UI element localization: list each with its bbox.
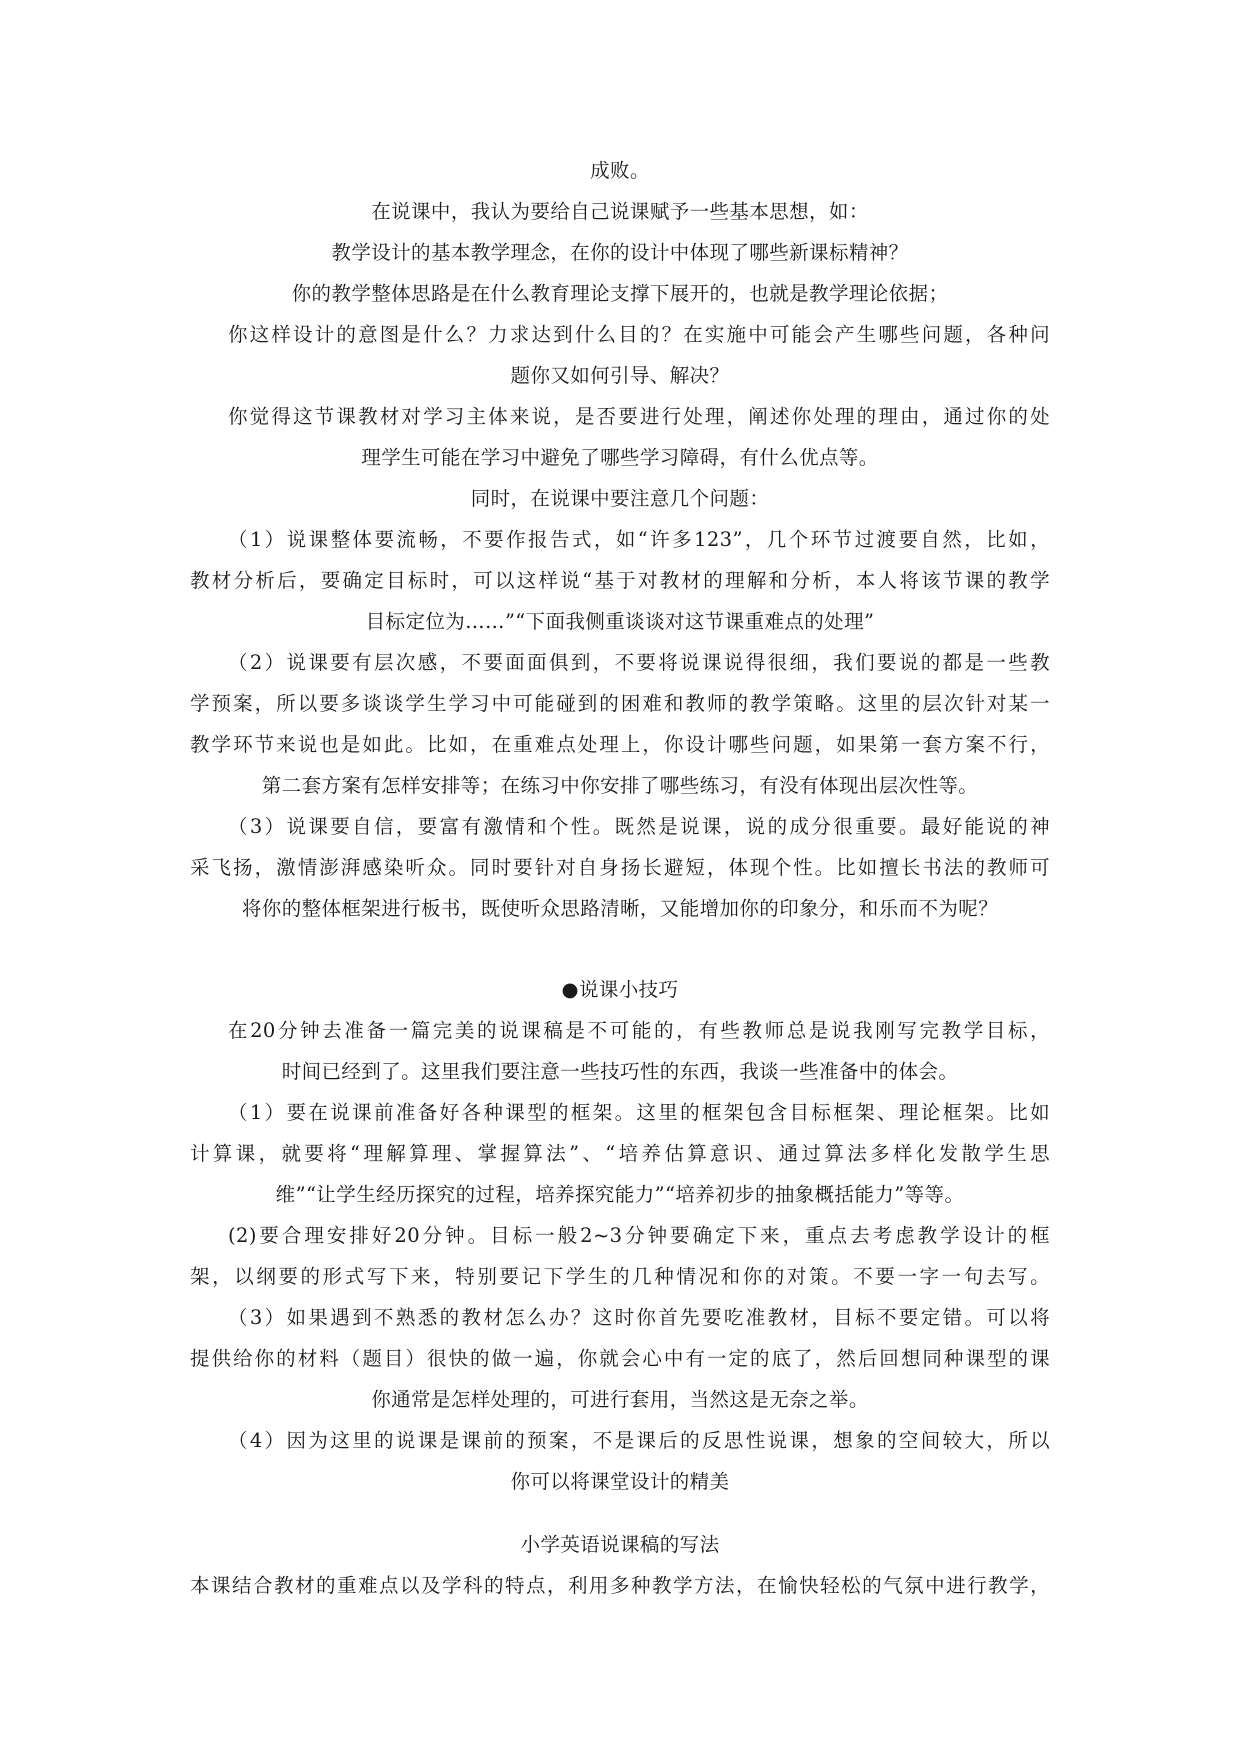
text-line: 第二套方案有怎样安排等；在练习中你安排了哪些练习，有没有体现出层次性等。: [261, 774, 979, 797]
text-line: 采飞扬，激情澎湃感染听众。同时要针对自身扬长避短，体现个性。比如擅长书法的教师可: [190, 856, 1050, 879]
section-heading: 小学英语说课稿的写法: [520, 1533, 720, 1556]
text-line: 同时，在说课中要注意几个问题：: [470, 487, 770, 510]
text-line: 题你又如何引导、解决？: [510, 364, 730, 387]
text-line: 你通常是怎样处理的，可进行套用，当然这是无奈之举。: [371, 1388, 869, 1411]
text-line: 理学生可能在学习中避免了哪些学习障碍，有什么优点等。: [361, 446, 879, 469]
text-line: 你的教学整体思路是在什么教育理论支撑下展开的，也就是教学理论依据；: [291, 282, 949, 305]
text-line: 成败。: [590, 159, 650, 182]
text-line: 将你的整体框架进行板书，既使听众思路清晰，又能增加你的印象分，和乐而不为呢？: [241, 897, 999, 920]
text-line: 本课结合教材的重难点以及学科的特点，利用多种教学方法，在愉快轻松的气氛中进行教学，: [190, 1574, 1050, 1597]
text-line: （1）要在说课前准备好各种课型的框架。这里的框架包含目标框架、理论框架。比如: [228, 1101, 1050, 1124]
text-line: 你可以将课堂设计的精美: [510, 1470, 730, 1493]
text-line: （1）说课整体要流畅，不要作报告式，如“许多123”，几个环节过渡要自然，比如，: [228, 528, 1050, 551]
text-line: 你这样设计的意图是什么？力求达到什么目的？在实施中可能会产生哪些问题，各种问: [228, 323, 1050, 346]
text-line: 教学设计的基本教学理念，在你的设计中体现了哪些新课标精神？: [331, 241, 909, 264]
text-line: 目标定位为……”“下面我侧重谈谈对这节课重难点的处理”: [365, 610, 875, 633]
section-gap: [190, 937, 1050, 977]
text-line: 教学环节来说也是如此。比如，在重难点处理上，你设计哪些问题，如果第一套方案不行，: [190, 733, 1050, 756]
text-line: 你觉得这节课教材对学习主体来说，是否要进行处理，阐述你处理的理由，通过你的处: [228, 405, 1050, 428]
section-heading: ●说课小技巧: [561, 978, 679, 1001]
document-page: [190, 158, 1050, 1614]
text-line: (2)要合理安排好20分钟。目标一般2~3分钟要确定下来，重点去考虑教学设计的框: [228, 1224, 1050, 1247]
section-gap: [190, 1510, 1050, 1532]
text-line: 教材分析后，要确定目标时，可以这样说“基于对教材的理解和分析，本人将该节课的教学: [190, 569, 1050, 592]
text-line: 在20分钟去准备一篇完美的说课稿是不可能的，有些教师总是说我刚写完教学目标，: [228, 1019, 1050, 1042]
text-line: 时间已经到了。这里我们要注意一些技巧性的东西，我谈一些准备中的体会。: [281, 1060, 959, 1083]
text-line: （2）说课要有层次感，不要面面俱到，不要将说课说得很细，我们要说的都是一些教: [228, 651, 1050, 674]
text-line: 架，以纲要的形式写下来，特别要记下学生的几种情况和你的对策。不要一字一句去写。: [190, 1265, 1050, 1288]
text-line: 提供给你的材料（题目）很快的做一遍，你就会心中有一定的底了，然后回想同种课型的课: [190, 1347, 1050, 1370]
text-line: （4）因为这里的说课是课前的预案，不是课后的反思性说课，想象的空间较大，所以: [228, 1429, 1050, 1452]
text-line: 在说课中，我认为要给自己说课赋予一些基本思想，如：: [371, 200, 869, 223]
text-line: 学预案，所以要多谈谈学生学习中可能碰到的困难和教师的教学策略。这里的层次针对某一: [190, 692, 1050, 715]
text-line: 维”“让学生经历探究的过程，培养探究能力”“培养初步的抽象概括能力”等等。: [275, 1183, 965, 1206]
text-line: （3）说课要自信，要富有激情和个性。既然是说课，说的成分很重要。最好能说的神: [228, 815, 1050, 838]
text-line: （3）如果遇到不熟悉的教材怎么办？这时你首先要吃准教材，目标不要定错。可以将: [228, 1306, 1050, 1329]
text-line: 计算课，就要将“理解算理、掌握算法”、“培养估算意识、通过算法多样化发散学生思: [190, 1142, 1050, 1165]
